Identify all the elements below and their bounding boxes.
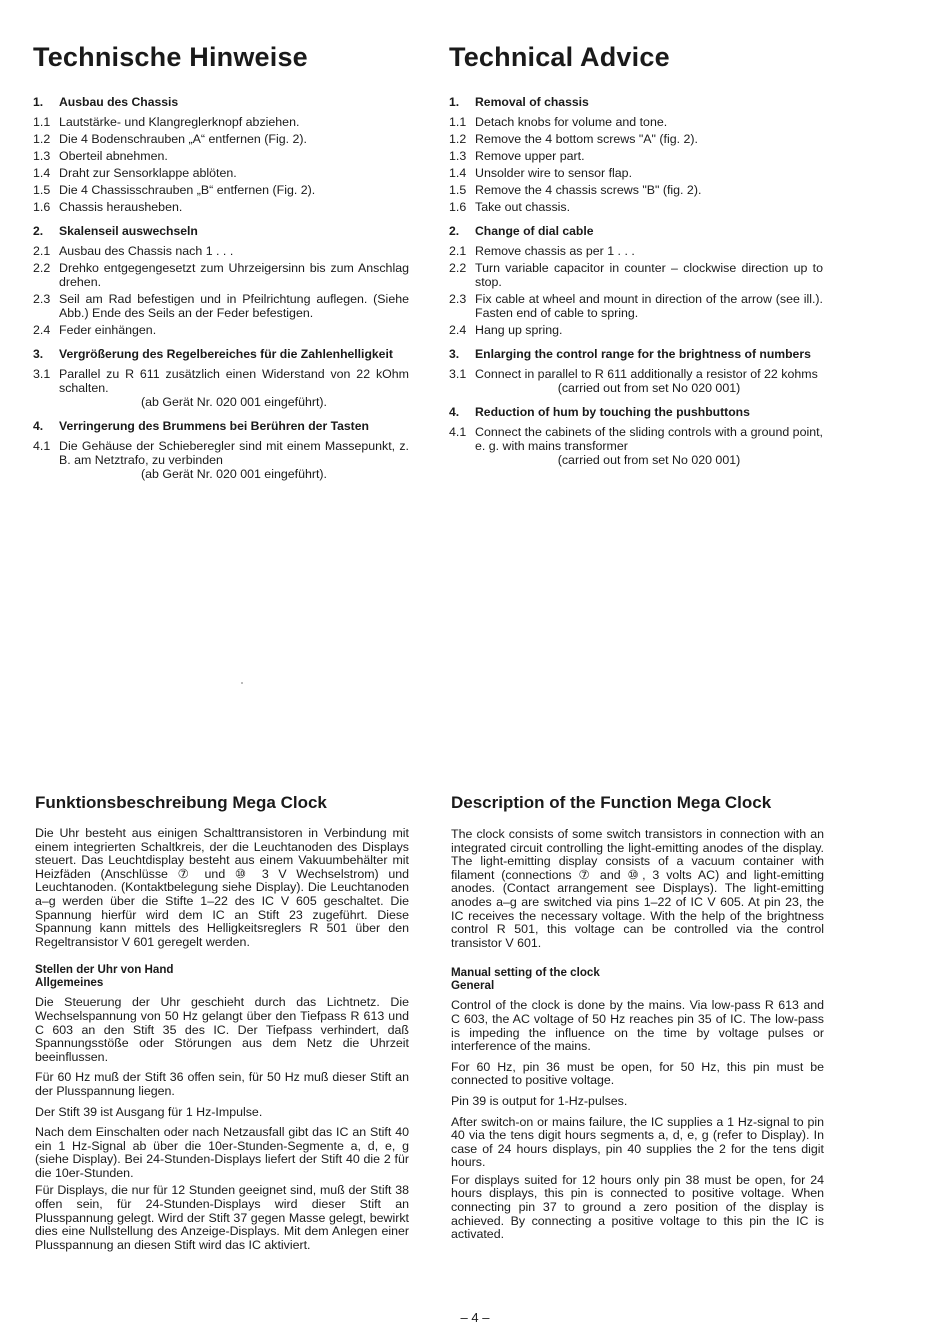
heading-4: 4. Reduction of hum by touching the pushbuttons	[449, 405, 750, 419]
heading-2: 2. Skalenseil auswechseln	[33, 224, 198, 238]
paragraph: For displays suited for 12 hours only pin 38 must be open, for 24 hours displays, this pin is connected to positive voltage. When connecting pin 37 to ground a zero position of the display is achieved. By connecting a positive voltage to this pin the IC is activated.	[451, 1172, 824, 1242]
section-title-de: Technische Hinweise	[33, 42, 308, 72]
technical-advice-en	[449, 42, 823, 467]
function-title-de: Funktionsbeschreibung Mega Clock	[35, 793, 327, 812]
intro-paragraph: Die Uhr besteht aus einigen Schalttransistoren in Verbindung mit einem integrierten Schaltkreis, der die Leuchtanoden des Displays steuert. Das Leuchtdisplay besteht aus einem Vakuumbehälter mit Heizfäden (Anschlüsse ⑦ und ⑩ 3 V Wechselstrom) und Leuchtanoden. (Kontaktbelegung siehe Display). Die Leuchtanoden a–g werden über die Stifte 1–22 des IC V 605 geschaltet. Die Spannung hierfür wird dem IC an Stift 23 zugeführt. Diese Spannung kann mittels des Helligkeitsreglers R 501 über den Regeltransistor V 601 geregelt werden.	[35, 826, 409, 949]
list-item: 2.4 Hang up spring.	[449, 323, 563, 337]
subheading-manual-setting: Manual setting of the clock	[451, 966, 600, 980]
note: (ab Gerät Nr. 020 001 eingeführt).	[141, 395, 327, 409]
list-item: 2.2 Drehko entgegengesetzt zum Uhrzeigersinn bis zum Anschlag drehen.	[33, 261, 409, 289]
heading-4: 4. Verringerung des Brummens bei Berühren der Tasten	[33, 419, 369, 433]
paragraph: After switch-on or mains failure, the IC supplies a 1 Hz-signal to pin 40 via the tens digit hours segments a, d, e, g (refer to Display). In case of 24 hours displays, pin 40 supplies the 2 for the tens digit hours.	[451, 1114, 824, 1170]
scan-speck	[241, 682, 243, 684]
heading-3: 3. Enlarging the control range for the brightness of numbers	[449, 347, 811, 361]
list-item: 3.1 Parallel zu R 611 zusätzlich einen Widerstand von 22 kOhm schalten. (ab Gerät Nr. 020 001 eingeführt).	[33, 367, 409, 409]
list-item: 1.1 Lautstärke- und Klangreglerknopf abziehen.	[33, 115, 300, 129]
paragraph: Der Stift 39 ist Ausgang für 1 Hz-Impulse.	[35, 1104, 263, 1119]
heading-1: 1. Removal of chassis	[449, 95, 589, 109]
list-item: 1.2 Remove the 4 bottom screws "A" (fig. 2).	[449, 132, 698, 146]
technical-advice-de	[33, 42, 409, 481]
list-item: 2.1 Remove chassis as per 1 . . .	[449, 244, 635, 258]
paragraph: Für 60 Hz muß der Stift 36 offen sein, für 50 Hz muß dieser Stift an der Plusspannung liegen.	[35, 1070, 409, 1098]
list-item: 1.1 Detach knobs for volume and tone.	[449, 115, 668, 129]
note: (carried out from set No 020 001)	[557, 381, 741, 395]
heading-3: 3. Vergrößerung des Regelbereiches für die Zahlenhelligkeit	[33, 347, 393, 361]
intro-paragraph: The clock consists of some switch transistors in connection with an integrated circuit controlling the light-emitting anodes of the display. The light-emitting display consists of a vacuum container with filament (connections ⑦ and ⑩, 3 volts AC) and light-emitting anodes. (Contact arrangement see Displays). The light-emitting anodes a–g are switched via pins 1–22 of IC V 605. At pin 23, the IC receives the necessary voltage. With the help of the brightness control R 501, this voltage can be controlled via the control transistor V 601.	[451, 827, 824, 950]
section-title-en: Technical Advice	[449, 42, 670, 72]
paragraph: Pin 39 is output for 1-Hz-pulses.	[451, 1093, 628, 1108]
list-item: 2.2 Turn variable capacitor in counter – clockwise direction up to stop.	[449, 261, 823, 289]
list-item: 1.2 Die 4 Bodenschrauben „A“ entfernen (Fig. 2).	[33, 132, 307, 146]
list-item: 1.3 Oberteil abnehmen.	[33, 149, 168, 163]
list-item: 2.1 Ausbau des Chassis nach 1 . . .	[33, 244, 234, 258]
paragraph: Nach dem Einschalten oder nach Netzausfall gibt das IC an Stift 40 ein 1 Hz-Signal ab über die 10er-Stunden-Segmente a, d, e, g (siehe Display). Bei 24-Stunden-Displays liefert der Stift 40 die 2 für die 10er-Stunden.	[35, 1125, 409, 1180]
list-item: 1.3 Remove upper part.	[449, 149, 585, 163]
list-item: 1.4 Unsolder wire to sensor flap.	[449, 166, 633, 180]
list-item: 4.1 Connect the cabinets of the sliding controls with a ground point, e. g. with mains transformer (carried out from set No 020 001)	[449, 425, 823, 467]
list-item: 2.4 Feder einhängen.	[33, 323, 157, 337]
note: (ab Gerät Nr. 020 001 eingeführt).	[141, 467, 327, 481]
subheading-general: General	[451, 979, 495, 993]
subheading-manual-setting: Stellen der Uhr von Hand	[35, 963, 174, 977]
heading-2: 2. Change of dial cable	[449, 224, 594, 238]
list-item: 3.1 Connect in parallel to R 611 additionally a resistor of 22 kohms (carried out from set No 020 001)	[449, 367, 823, 395]
list-item: 1.5 Remove the 4 chassis screws "B" (fig. 2).	[449, 183, 702, 197]
paragraph: For 60 Hz, pin 36 must be open, for 50 Hz, this pin must be connected to positive voltage.	[451, 1059, 824, 1088]
list-item: 1.4 Draht zur Sensorklappe ablöten.	[33, 166, 237, 180]
heading-1: 1. Ausbau des Chassis	[33, 95, 179, 109]
list-item: 1.5 Die 4 Chassisschrauben „B“ entfernen (Fig. 2).	[33, 183, 316, 197]
note: (carried out from set No 020 001)	[557, 453, 741, 467]
paragraph: Für Displays, die nur für 12 Stunden geeignet sind, muß der Stift 38 offen sein, für 24-Stunden-Displays wird dieser Stift an Plusspannung gelegt. Wird der Stift 37 gegen Masse gelegt, bewirkt dies eine Nullstellung des Anzeige-Displays. Mit dem Anlegen einer Plusspannung an diesen Stift wird das IC aktiviert.	[35, 1183, 409, 1252]
paragraph: Control of the clock is done by the mains. Via low-pass R 613 and C 603, the AC voltage of 50 Hz reaches pin 35 of IC. The low-pass is impeding the influence on the time by voltage pulses or interference of the mains.	[451, 998, 824, 1054]
list-item: 1.6 Chassis herausheben.	[33, 200, 183, 214]
function-description-en	[451, 793, 824, 1242]
list-item: 2.3 Fix cable at wheel and mount in direction of the arrow (see ill.). Fasten end of cable to spring.	[449, 292, 823, 320]
list-item: 4.1 Die Gehäuse der Schieberegler sind mit einem Massepunkt, z. B. am Netztrafo, zu verbinden (ab Gerät Nr. 020 001 eingeführt).	[33, 439, 409, 481]
subheading-general: Allgemeines	[35, 976, 104, 990]
list-item: 1.6 Take out chassis.	[449, 200, 571, 214]
paragraph: Die Steuerung der Uhr geschieht durch das Lichtnetz. Die Wechselspannung von 50 Hz gelangt über den Tiefpass R 613 und C 603 an den Stift 35 des IC. Der Tiefpass verhindert, daß Spannungsstöße oder Störungen aus dem Netz die Uhrzeit beeinflussen.	[35, 995, 409, 1064]
function-description-de	[35, 793, 409, 1252]
page-number: – 4 –	[460, 1310, 490, 1325]
list-item: 2.3 Seil am Rad befestigen und in Pfeilrichtung auflegen. (Siehe Abb.) Ende des Seils an der Feder befestigen.	[33, 292, 409, 320]
function-title-en: Description of the Function Mega Clock	[451, 793, 772, 812]
